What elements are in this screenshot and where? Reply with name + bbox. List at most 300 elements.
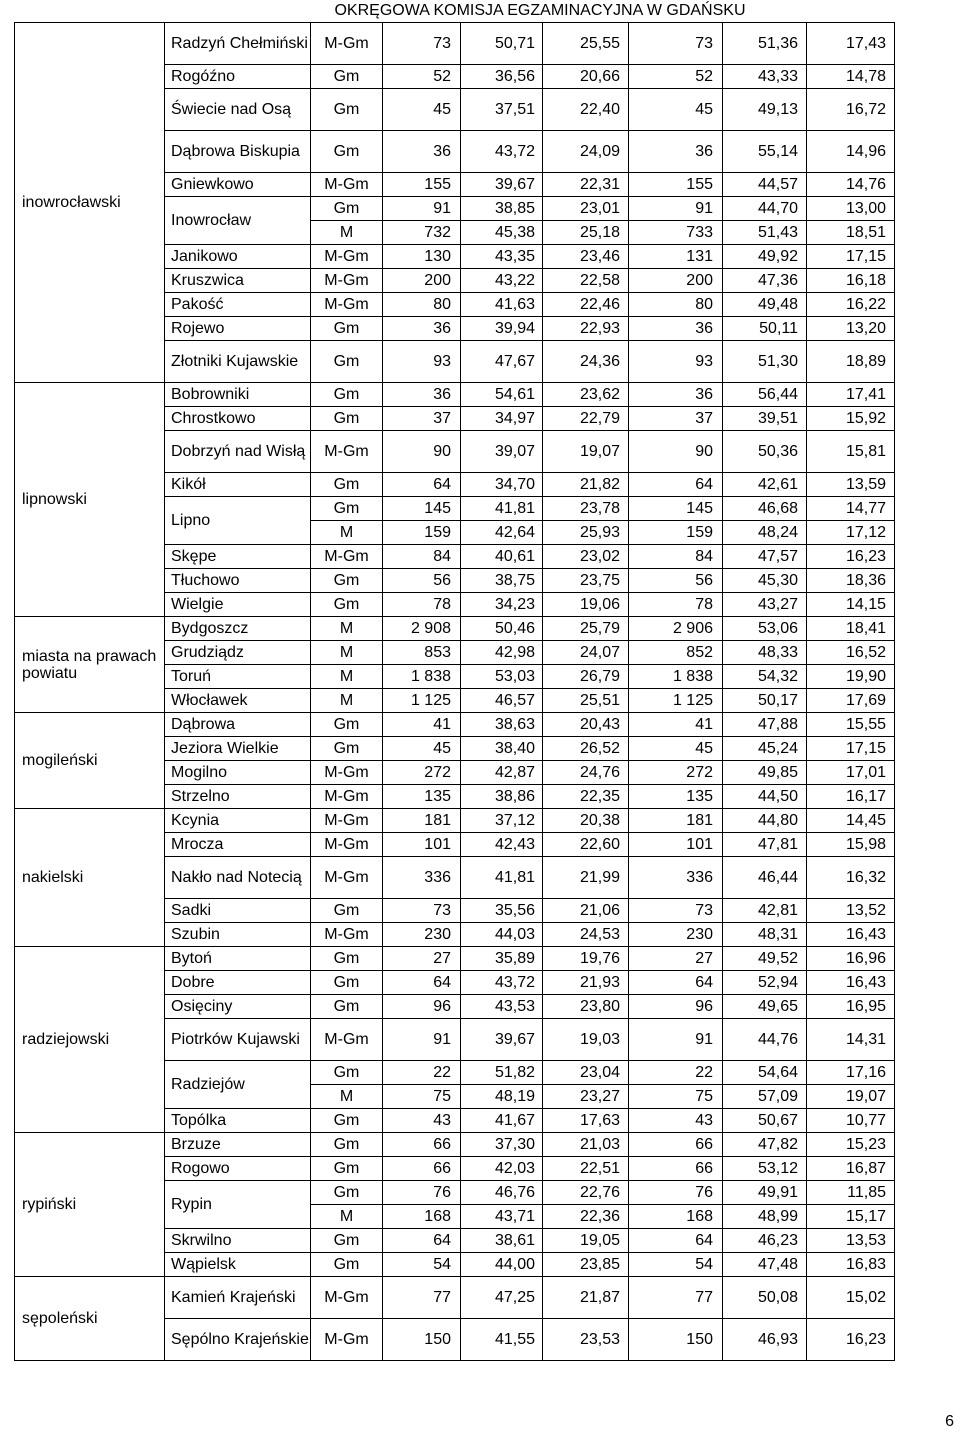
value-cell: 54,61: [461, 383, 543, 407]
type-cell: Gm: [311, 131, 383, 173]
value-cell: 135: [629, 785, 723, 809]
value-cell: 40,61: [461, 545, 543, 569]
value-cell: 45: [629, 89, 723, 131]
value-cell: 852: [629, 641, 723, 665]
type-cell: M-Gm: [311, 269, 383, 293]
value-cell: 64: [629, 473, 723, 497]
value-cell: 17,12: [807, 521, 895, 545]
value-cell: 21,06: [543, 899, 629, 923]
value-cell: 19,76: [543, 947, 629, 971]
type-cell: Gm: [311, 473, 383, 497]
type-cell: Gm: [311, 341, 383, 383]
type-cell: M-Gm: [311, 23, 383, 65]
type-cell: Gm: [311, 383, 383, 407]
value-cell: 16,23: [807, 1319, 895, 1361]
value-cell: 36: [383, 383, 461, 407]
type-cell: M-Gm: [311, 293, 383, 317]
municipality-cell: Topólka: [165, 1109, 311, 1133]
value-cell: 42,03: [461, 1157, 543, 1181]
municipality-cell: Lipno: [165, 497, 311, 545]
value-cell: 19,03: [543, 1019, 629, 1061]
value-cell: 45: [383, 89, 461, 131]
value-cell: 230: [383, 923, 461, 947]
value-cell: 24,09: [543, 131, 629, 173]
value-cell: 22,35: [543, 785, 629, 809]
value-cell: 15,02: [807, 1277, 895, 1319]
value-cell: 272: [629, 761, 723, 785]
value-cell: 15,17: [807, 1205, 895, 1229]
value-cell: 23,53: [543, 1319, 629, 1361]
header-text: OKRĘGOWA KOMISJA EGZAMINACYJNA W GDAŃSKU: [334, 2, 746, 19]
municipality-cell: Piotrków Kujawski: [165, 1019, 311, 1061]
municipality-cell: Toruń: [165, 665, 311, 689]
value-cell: 36: [629, 131, 723, 173]
value-cell: 13,53: [807, 1229, 895, 1253]
value-cell: 23,02: [543, 545, 629, 569]
value-cell: 13,20: [807, 317, 895, 341]
value-cell: 19,07: [807, 1085, 895, 1109]
value-cell: 27: [629, 947, 723, 971]
type-cell: M-Gm: [311, 1319, 383, 1361]
value-cell: 39,67: [461, 1019, 543, 1061]
value-cell: 16,22: [807, 293, 895, 317]
type-cell: M-Gm: [311, 785, 383, 809]
value-cell: 39,51: [723, 407, 807, 431]
value-cell: 38,86: [461, 785, 543, 809]
municipality-cell: Złotniki Kujawskie: [165, 341, 311, 383]
value-cell: 84: [629, 545, 723, 569]
value-cell: 46,44: [723, 857, 807, 899]
value-cell: 17,16: [807, 1061, 895, 1085]
municipality-cell: Wielgie: [165, 593, 311, 617]
value-cell: 14,96: [807, 131, 895, 173]
value-cell: 66: [629, 1133, 723, 1157]
value-cell: 336: [629, 857, 723, 899]
value-cell: 23,78: [543, 497, 629, 521]
value-cell: 53,06: [723, 617, 807, 641]
municipality-cell: Sępólno Krajeńskie: [165, 1319, 311, 1361]
value-cell: 35,56: [461, 899, 543, 923]
municipality-cell: Skępe: [165, 545, 311, 569]
municipality-cell: Grudziądz: [165, 641, 311, 665]
value-cell: 41,81: [461, 857, 543, 899]
value-cell: 26,79: [543, 665, 629, 689]
value-cell: 22,60: [543, 833, 629, 857]
municipality-cell: Janikowo: [165, 245, 311, 269]
value-cell: 22,93: [543, 317, 629, 341]
value-cell: 91: [383, 1019, 461, 1061]
value-cell: 47,48: [723, 1253, 807, 1277]
value-cell: 37,30: [461, 1133, 543, 1157]
value-cell: 16,23: [807, 545, 895, 569]
value-cell: 145: [383, 497, 461, 521]
value-cell: 66: [383, 1133, 461, 1157]
value-cell: 11,85: [807, 1181, 895, 1205]
type-cell: M: [311, 641, 383, 665]
value-cell: 47,57: [723, 545, 807, 569]
value-cell: 56,44: [723, 383, 807, 407]
municipality-cell: Skrwilno: [165, 1229, 311, 1253]
value-cell: 24,76: [543, 761, 629, 785]
type-cell: M-Gm: [311, 833, 383, 857]
value-cell: 10,77: [807, 1109, 895, 1133]
value-cell: 38,63: [461, 713, 543, 737]
value-cell: 47,82: [723, 1133, 807, 1157]
value-cell: 93: [383, 341, 461, 383]
value-cell: 41,81: [461, 497, 543, 521]
type-cell: Gm: [311, 1061, 383, 1085]
value-cell: 49,52: [723, 947, 807, 971]
value-cell: 23,46: [543, 245, 629, 269]
value-cell: 16,83: [807, 1253, 895, 1277]
district-cell: sępoleński: [15, 1277, 165, 1361]
type-cell: Gm: [311, 1133, 383, 1157]
value-cell: 53,03: [461, 665, 543, 689]
value-cell: 18,36: [807, 569, 895, 593]
value-cell: 73: [383, 23, 461, 65]
value-cell: 168: [629, 1205, 723, 1229]
value-cell: 39,67: [461, 173, 543, 197]
value-cell: 52: [629, 65, 723, 89]
table-row: [15, 1133, 895, 1157]
value-cell: 18,89: [807, 341, 895, 383]
value-cell: 16,52: [807, 641, 895, 665]
page-number: 6: [945, 1413, 954, 1430]
value-cell: 56: [629, 569, 723, 593]
district-cell: radziejowski: [15, 947, 165, 1133]
value-cell: 2 908: [383, 617, 461, 641]
municipality-cell: Rogóźno: [165, 65, 311, 89]
value-cell: 52,94: [723, 971, 807, 995]
value-cell: 22,79: [543, 407, 629, 431]
value-cell: 55,14: [723, 131, 807, 173]
municipality-cell: Radzyń Chełmiński: [165, 23, 311, 65]
municipality-cell: Strzelno: [165, 785, 311, 809]
type-cell: M-Gm: [311, 1019, 383, 1061]
value-cell: 76: [629, 1181, 723, 1205]
value-cell: 17,15: [807, 245, 895, 269]
value-cell: 150: [629, 1319, 723, 1361]
district-cell: mogileński: [15, 713, 165, 809]
type-cell: Gm: [311, 899, 383, 923]
value-cell: 46,76: [461, 1181, 543, 1205]
value-cell: 46,23: [723, 1229, 807, 1253]
value-cell: 17,69: [807, 689, 895, 713]
type-cell: M: [311, 221, 383, 245]
value-cell: 53,12: [723, 1157, 807, 1181]
value-cell: 75: [383, 1085, 461, 1109]
municipality-cell: Dobre: [165, 971, 311, 995]
value-cell: 41,55: [461, 1319, 543, 1361]
table-row: [15, 23, 895, 65]
value-cell: 23,75: [543, 569, 629, 593]
municipality-cell: Włocławek: [165, 689, 311, 713]
value-cell: 80: [629, 293, 723, 317]
value-cell: 64: [383, 971, 461, 995]
value-cell: 130: [383, 245, 461, 269]
type-cell: Gm: [311, 971, 383, 995]
type-cell: M: [311, 1205, 383, 1229]
type-cell: M-Gm: [311, 245, 383, 269]
value-cell: 54: [383, 1253, 461, 1277]
value-cell: 42,64: [461, 521, 543, 545]
municipality-cell: Radziejów: [165, 1061, 311, 1109]
municipality-cell: Gniewkowo: [165, 173, 311, 197]
value-cell: 44,03: [461, 923, 543, 947]
value-cell: 77: [629, 1277, 723, 1319]
value-cell: 93: [629, 341, 723, 383]
table-row: [15, 617, 895, 641]
value-cell: 41,67: [461, 1109, 543, 1133]
value-cell: 48,19: [461, 1085, 543, 1109]
municipality-cell: Inowrocław: [165, 197, 311, 245]
value-cell: 73: [629, 899, 723, 923]
value-cell: 47,88: [723, 713, 807, 737]
municipality-cell: Bytoń: [165, 947, 311, 971]
value-cell: 43,53: [461, 995, 543, 1019]
type-cell: Gm: [311, 947, 383, 971]
type-cell: Gm: [311, 317, 383, 341]
value-cell: 15,98: [807, 833, 895, 857]
value-cell: 22,36: [543, 1205, 629, 1229]
value-cell: 54,64: [723, 1061, 807, 1085]
value-cell: 23,85: [543, 1253, 629, 1277]
page-header: [0, 1, 960, 21]
type-cell: Gm: [311, 1109, 383, 1133]
value-cell: 37: [629, 407, 723, 431]
value-cell: 16,87: [807, 1157, 895, 1181]
value-cell: 17,41: [807, 383, 895, 407]
value-cell: 22,40: [543, 89, 629, 131]
value-cell: 22,46: [543, 293, 629, 317]
value-cell: 73: [383, 899, 461, 923]
value-cell: 21,82: [543, 473, 629, 497]
value-cell: 50,67: [723, 1109, 807, 1133]
value-cell: 56: [383, 569, 461, 593]
value-cell: 44,50: [723, 785, 807, 809]
value-cell: 96: [629, 995, 723, 1019]
value-cell: 23,62: [543, 383, 629, 407]
municipality-cell: Rojewo: [165, 317, 311, 341]
value-cell: 18,51: [807, 221, 895, 245]
municipality-cell: Dobrzyń nad Wisłą: [165, 431, 311, 473]
value-cell: 51,82: [461, 1061, 543, 1085]
value-cell: 45,30: [723, 569, 807, 593]
value-cell: 21,99: [543, 857, 629, 899]
value-cell: 36,56: [461, 65, 543, 89]
value-cell: 45,24: [723, 737, 807, 761]
value-cell: 43,72: [461, 971, 543, 995]
type-cell: M: [311, 1085, 383, 1109]
type-cell: M-Gm: [311, 923, 383, 947]
value-cell: 25,18: [543, 221, 629, 245]
table-row: [15, 809, 895, 833]
value-cell: 14,78: [807, 65, 895, 89]
municipality-cell: Jeziora Wielkie: [165, 737, 311, 761]
type-cell: Gm: [311, 407, 383, 431]
value-cell: 73: [629, 23, 723, 65]
value-cell: 13,52: [807, 899, 895, 923]
value-cell: 21,87: [543, 1277, 629, 1319]
table-row: [15, 947, 895, 971]
value-cell: 48,31: [723, 923, 807, 947]
value-cell: 44,80: [723, 809, 807, 833]
value-cell: 34,70: [461, 473, 543, 497]
municipality-cell: Tłuchowo: [165, 569, 311, 593]
value-cell: 145: [629, 497, 723, 521]
value-cell: 91: [629, 197, 723, 221]
value-cell: 50,17: [723, 689, 807, 713]
value-cell: 14,76: [807, 173, 895, 197]
value-cell: 47,81: [723, 833, 807, 857]
value-cell: 42,43: [461, 833, 543, 857]
value-cell: 16,18: [807, 269, 895, 293]
value-cell: 47,67: [461, 341, 543, 383]
value-cell: 19,90: [807, 665, 895, 689]
municipality-cell: Brzuze: [165, 1133, 311, 1157]
value-cell: 23,04: [543, 1061, 629, 1085]
value-cell: 41: [383, 713, 461, 737]
value-cell: 16,43: [807, 971, 895, 995]
municipality-cell: Kruszwica: [165, 269, 311, 293]
value-cell: 39,07: [461, 431, 543, 473]
value-cell: 101: [629, 833, 723, 857]
value-cell: 80: [383, 293, 461, 317]
value-cell: 43,35: [461, 245, 543, 269]
value-cell: 1 838: [629, 665, 723, 689]
value-cell: 50,11: [723, 317, 807, 341]
table-row: [15, 713, 895, 737]
type-cell: Gm: [311, 713, 383, 737]
value-cell: 46,68: [723, 497, 807, 521]
type-cell: M-Gm: [311, 545, 383, 569]
type-cell: Gm: [311, 593, 383, 617]
value-cell: 20,38: [543, 809, 629, 833]
type-cell: Gm: [311, 569, 383, 593]
municipality-cell: Rogowo: [165, 1157, 311, 1181]
type-cell: Gm: [311, 1229, 383, 1253]
value-cell: 15,92: [807, 407, 895, 431]
value-cell: 15,23: [807, 1133, 895, 1157]
value-cell: 43,33: [723, 65, 807, 89]
value-cell: 22: [383, 1061, 461, 1085]
type-cell: M: [311, 665, 383, 689]
value-cell: 37,51: [461, 89, 543, 131]
type-cell: Gm: [311, 65, 383, 89]
district-cell: lipnowski: [15, 383, 165, 617]
value-cell: 47,25: [461, 1277, 543, 1319]
municipality-cell: Bobrowniki: [165, 383, 311, 407]
value-cell: 17,63: [543, 1109, 629, 1133]
value-cell: 51,36: [723, 23, 807, 65]
value-cell: 66: [383, 1157, 461, 1181]
value-cell: 44,70: [723, 197, 807, 221]
type-cell: Gm: [311, 995, 383, 1019]
municipality-cell: Bydgoszcz: [165, 617, 311, 641]
value-cell: 733: [629, 221, 723, 245]
district-cell: inowrocławski: [15, 23, 165, 383]
value-cell: 45: [629, 737, 723, 761]
type-cell: M-Gm: [311, 173, 383, 197]
value-cell: 64: [629, 1229, 723, 1253]
district-cell: rypiński: [15, 1133, 165, 1277]
municipality-cell: Nakło nad Notecią: [165, 857, 311, 899]
value-cell: 44,57: [723, 173, 807, 197]
value-cell: 64: [383, 1229, 461, 1253]
value-cell: 45,38: [461, 221, 543, 245]
value-cell: 90: [383, 431, 461, 473]
value-cell: 38,61: [461, 1229, 543, 1253]
value-cell: 17,43: [807, 23, 895, 65]
value-cell: 52: [383, 65, 461, 89]
municipality-cell: Wąpielsk: [165, 1253, 311, 1277]
value-cell: 38,75: [461, 569, 543, 593]
value-cell: 78: [383, 593, 461, 617]
value-cell: 159: [629, 521, 723, 545]
value-cell: 22,76: [543, 1181, 629, 1205]
table-row: [15, 1277, 895, 1319]
results-table: [14, 22, 895, 1361]
value-cell: 1 125: [629, 689, 723, 713]
value-cell: 13,00: [807, 197, 895, 221]
value-cell: 18,41: [807, 617, 895, 641]
value-cell: 17,15: [807, 737, 895, 761]
type-cell: M-Gm: [311, 761, 383, 785]
value-cell: 42,61: [723, 473, 807, 497]
value-cell: 16,43: [807, 923, 895, 947]
value-cell: 16,95: [807, 995, 895, 1019]
value-cell: 49,91: [723, 1181, 807, 1205]
value-cell: 19,05: [543, 1229, 629, 1253]
type-cell: M: [311, 689, 383, 713]
value-cell: 22,58: [543, 269, 629, 293]
value-cell: 16,72: [807, 89, 895, 131]
municipality-cell: Kamień Krajeński: [165, 1277, 311, 1319]
value-cell: 64: [629, 971, 723, 995]
type-cell: Gm: [311, 1253, 383, 1277]
value-cell: 91: [383, 197, 461, 221]
value-cell: 43: [383, 1109, 461, 1133]
municipality-cell: Pakość: [165, 293, 311, 317]
value-cell: 48,24: [723, 521, 807, 545]
municipality-cell: Sadki: [165, 899, 311, 923]
value-cell: 34,23: [461, 593, 543, 617]
value-cell: 51,30: [723, 341, 807, 383]
type-cell: Gm: [311, 497, 383, 521]
value-cell: 49,48: [723, 293, 807, 317]
value-cell: 38,40: [461, 737, 543, 761]
municipality-cell: Kikół: [165, 473, 311, 497]
value-cell: 49,92: [723, 245, 807, 269]
value-cell: 49,13: [723, 89, 807, 131]
value-cell: 20,66: [543, 65, 629, 89]
value-cell: 732: [383, 221, 461, 245]
value-cell: 90: [629, 431, 723, 473]
municipality-cell: Mrocza: [165, 833, 311, 857]
value-cell: 66: [629, 1157, 723, 1181]
value-cell: 25,51: [543, 689, 629, 713]
value-cell: 168: [383, 1205, 461, 1229]
value-cell: 42,87: [461, 761, 543, 785]
value-cell: 155: [383, 173, 461, 197]
value-cell: 42,81: [723, 899, 807, 923]
municipality-cell: Dąbrowa: [165, 713, 311, 737]
value-cell: 57,09: [723, 1085, 807, 1109]
value-cell: 50,46: [461, 617, 543, 641]
value-cell: 35,89: [461, 947, 543, 971]
value-cell: 49,65: [723, 995, 807, 1019]
value-cell: 16,32: [807, 857, 895, 899]
